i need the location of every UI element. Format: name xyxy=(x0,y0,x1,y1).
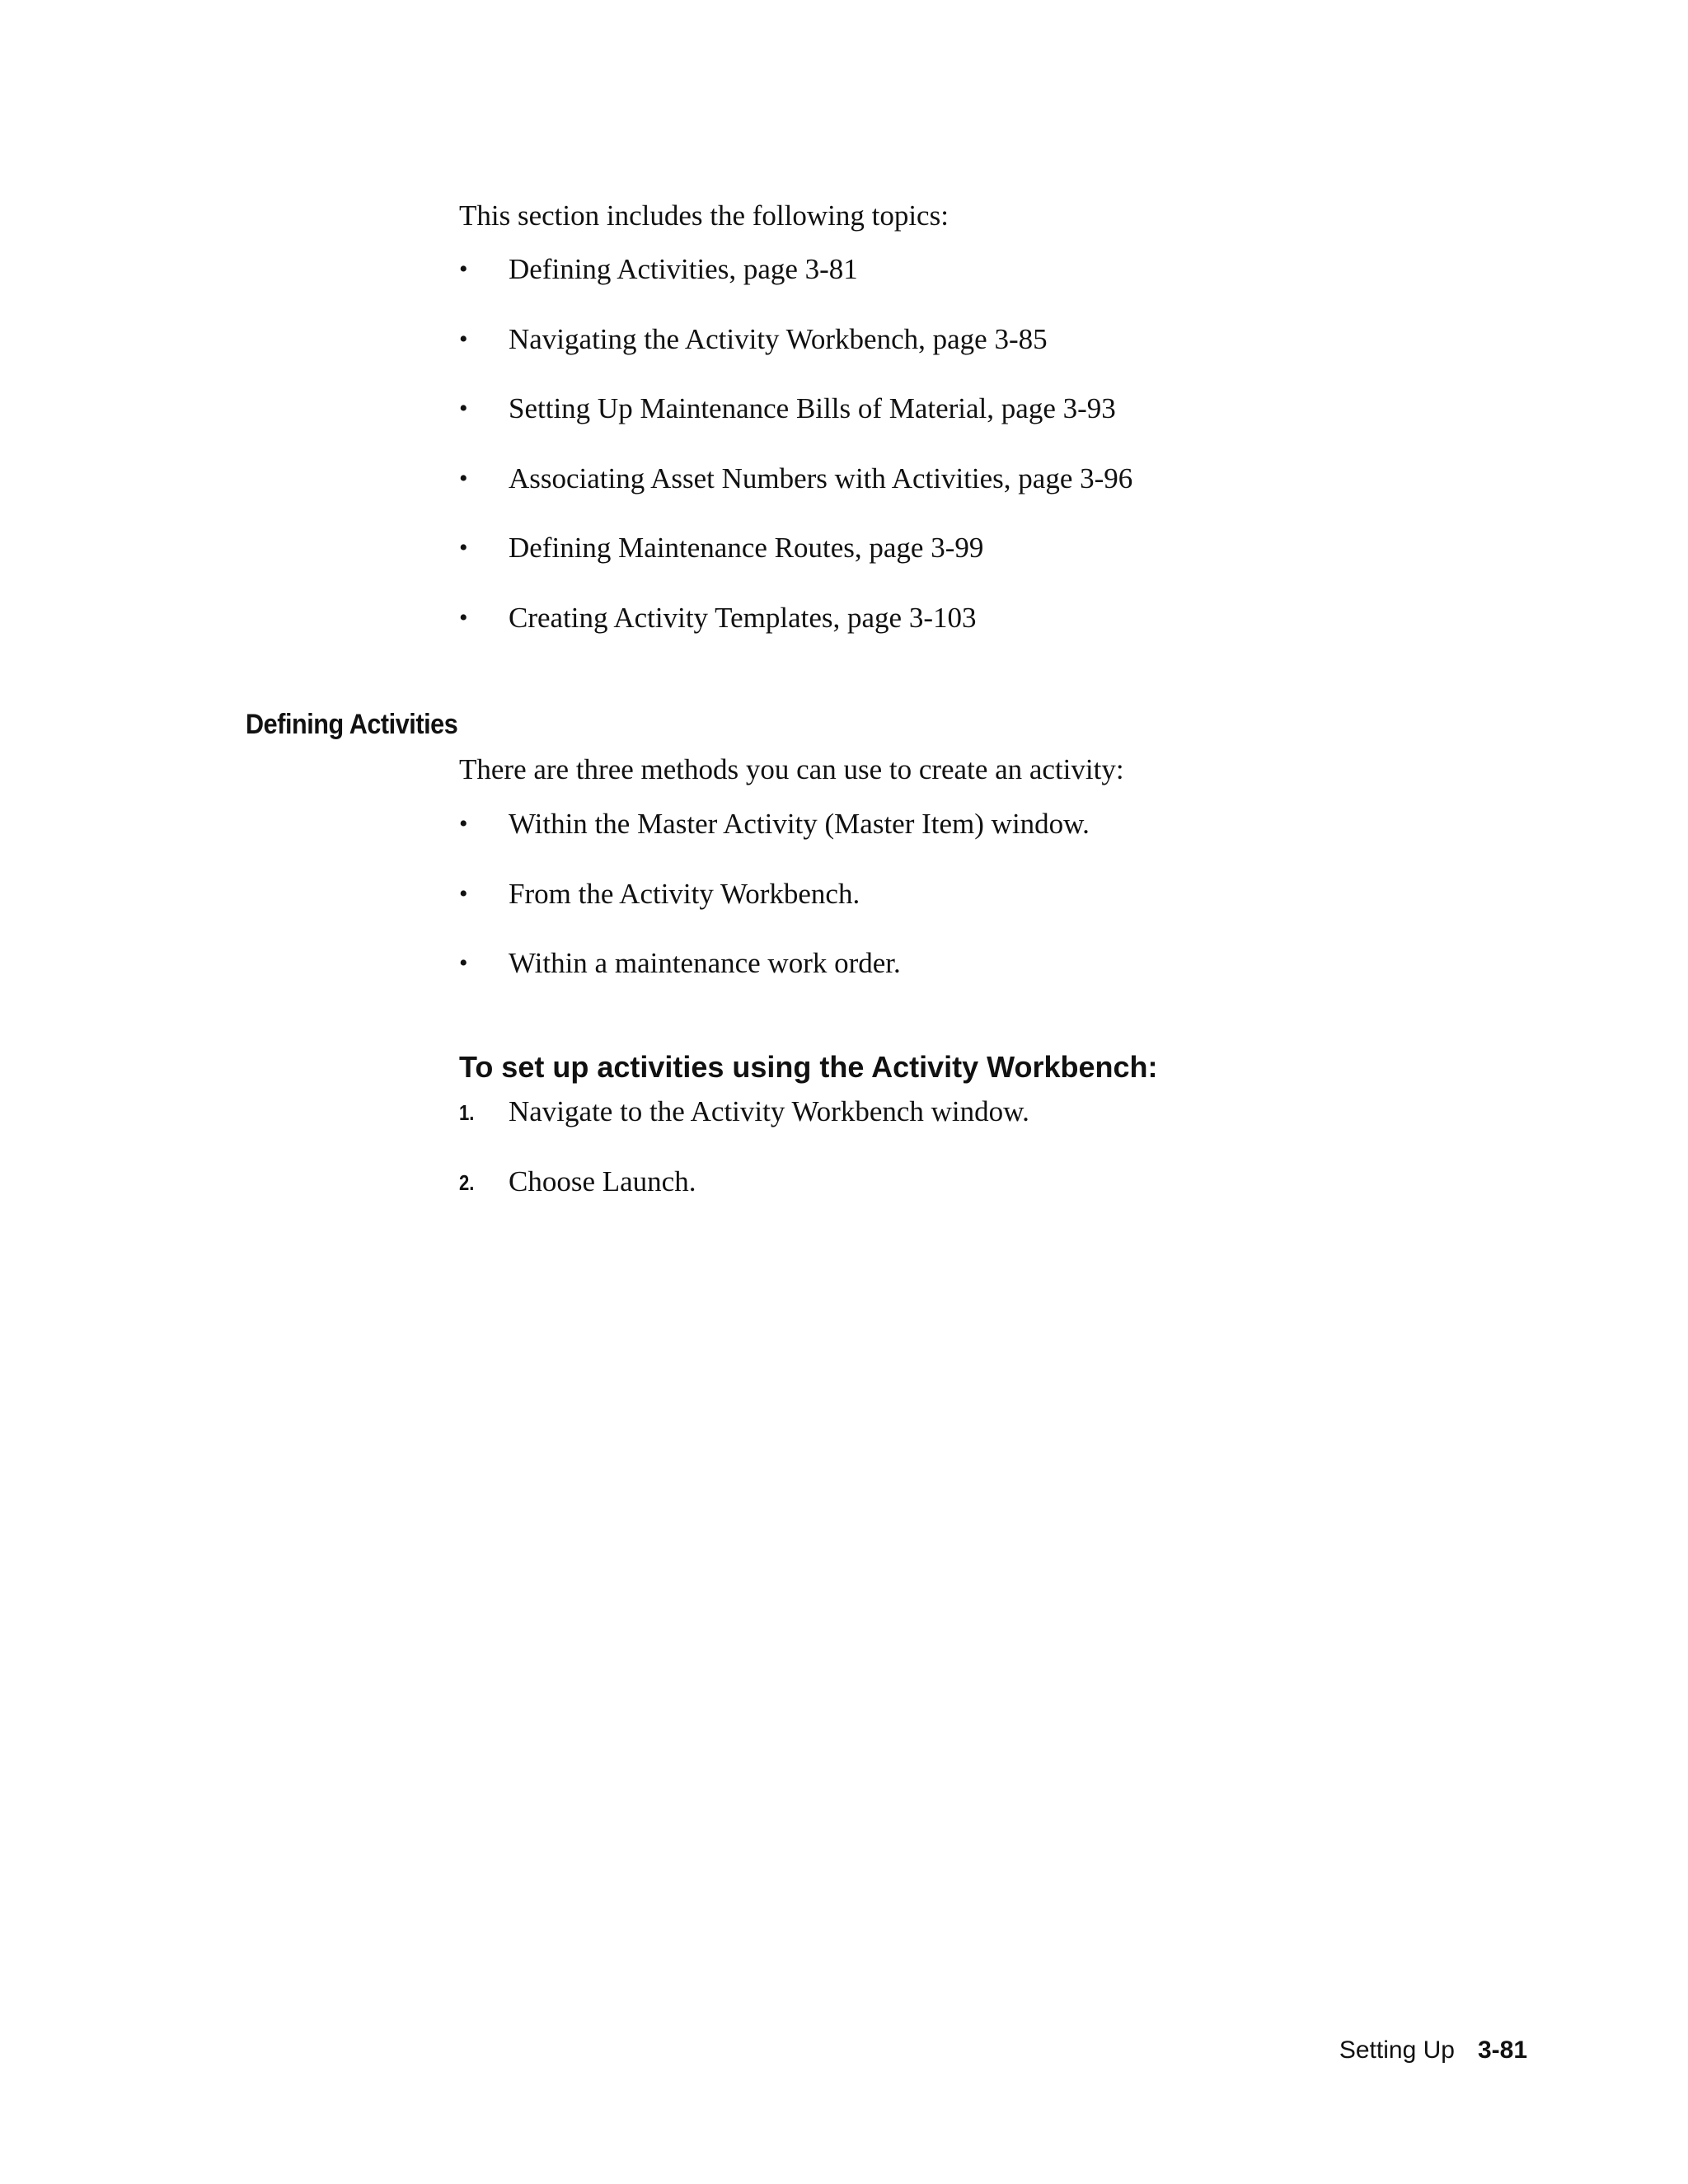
topic-link-text[interactable]: Defining Maintenance Routes, page 3-99 xyxy=(509,532,984,564)
step-text: Choose Launch. xyxy=(509,1165,696,1197)
bullet-icon: • xyxy=(459,810,468,837)
bullet-icon: • xyxy=(459,879,468,907)
bullet-icon: • xyxy=(459,464,468,492)
section-heading: Defining Activities xyxy=(246,709,458,740)
method-text: Within the Master Activity (Master Item) window. xyxy=(509,808,1090,840)
step-text: Navigate to the Activity Workbench window. xyxy=(509,1095,1029,1127)
bullet-icon: • xyxy=(459,534,468,561)
footer-page-number: 3-81 xyxy=(1477,2036,1527,2064)
bullet-icon: • xyxy=(459,395,468,422)
topic-link-text[interactable]: Associating Asset Numbers with Activities, page 3-96 xyxy=(509,462,1133,494)
bullet-icon: • xyxy=(459,255,468,283)
topic-link-text[interactable]: Creating Activity Templates, page 3-103 xyxy=(509,601,977,634)
bullet-icon: • xyxy=(459,325,468,353)
topic-link-text[interactable]: Setting Up Maintenance Bills of Material, page 3-93 xyxy=(509,392,1116,424)
methods-intro: There are three methods you can use to create an activity: xyxy=(459,753,1124,785)
footer-section-name: Setting Up xyxy=(1339,2036,1455,2064)
method-text: From the Activity Workbench. xyxy=(509,877,860,910)
procedure-heading: To set up activities using the Activity Workbench: xyxy=(459,1050,1158,1084)
step-number: 1. xyxy=(459,1100,475,1125)
step-number: 2. xyxy=(459,1169,475,1195)
method-text: Within a maintenance work order. xyxy=(509,947,901,979)
topic-link-text[interactable]: Defining Activities, page 3-81 xyxy=(509,253,858,285)
bullet-icon: • xyxy=(459,949,468,977)
topics-intro: This section includes the following topics: xyxy=(459,199,949,232)
bullet-icon: • xyxy=(459,603,468,631)
topic-link-text[interactable]: Navigating the Activity Workbench, page 3-85 xyxy=(509,322,1048,355)
page-footer xyxy=(1339,2034,1527,2067)
